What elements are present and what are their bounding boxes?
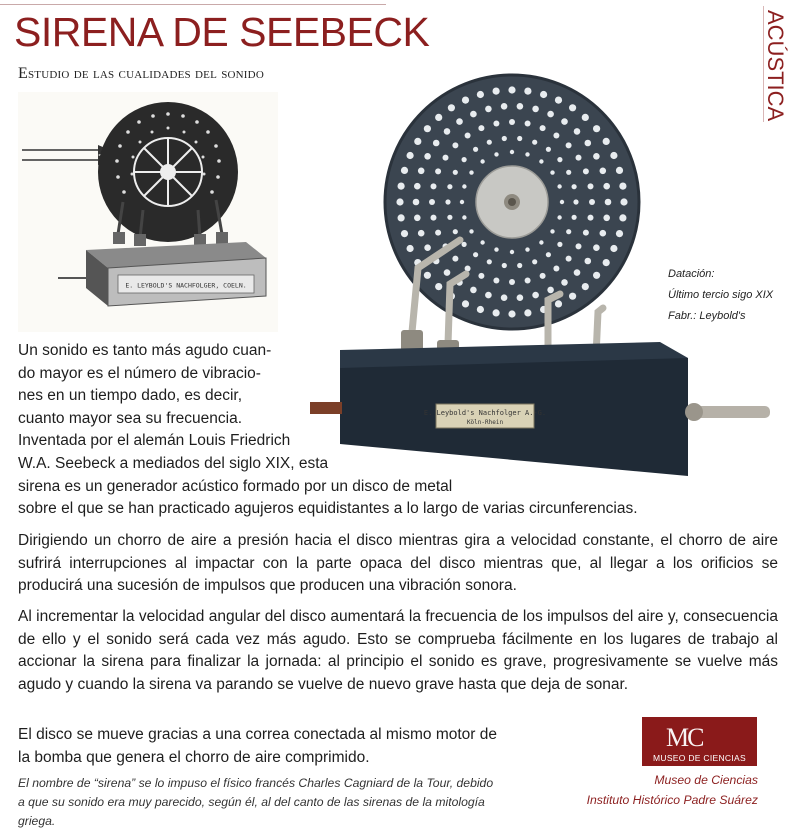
disc-hole <box>517 103 524 110</box>
disc-hole <box>443 155 449 161</box>
disc-hole <box>555 300 562 307</box>
disc-hole <box>462 97 469 104</box>
photo-plate-line1: E. Leybold's Nachfolger A.-G. <box>423 409 547 417</box>
disc-hole <box>473 147 478 152</box>
disc-hole <box>509 119 515 125</box>
page-title: SIRENA DE SEEBECK <box>14 9 430 55</box>
disc-hole <box>532 259 537 264</box>
disc-hole <box>620 198 627 205</box>
disc-hole <box>487 140 492 145</box>
disc-hole <box>435 168 441 174</box>
disc-hole <box>396 198 403 205</box>
disc-hole <box>560 200 564 204</box>
disc-hole <box>610 152 617 159</box>
disc-hole <box>407 152 414 159</box>
page-subtitle: Estudio de las cualidades del sonido <box>18 65 264 82</box>
disc-hole <box>546 147 551 152</box>
disc-hole <box>593 244 600 251</box>
disc-hole <box>485 106 492 113</box>
text-line: Inventada por el alemán Louis Friedrich <box>18 432 291 450</box>
disc-hole <box>480 240 484 244</box>
disc-hole <box>583 230 589 236</box>
disc-hole <box>502 136 507 141</box>
disc-hole <box>480 159 484 163</box>
object-caption <box>668 264 773 327</box>
caption-dating-label: Datación: <box>668 268 715 280</box>
disc-hole <box>524 309 531 316</box>
disc-hole <box>509 279 515 285</box>
disc-hole <box>525 152 529 156</box>
disc-hole <box>501 103 508 110</box>
disc-hole <box>414 183 421 190</box>
footnote <box>18 774 493 831</box>
disc-hole <box>456 118 463 125</box>
disc-hole <box>557 157 562 162</box>
disc-hole <box>414 215 421 222</box>
disc-hole <box>517 136 522 141</box>
text-line: El disco se mueve gracias a una correa conectada al mismo motor de <box>18 726 498 743</box>
disc-hole <box>557 215 561 219</box>
footnote-line: El nombre de “sirena” se lo impuso el físico francés Charles Cagniard de la Tour, debido <box>18 776 494 790</box>
disc-hole <box>566 256 572 262</box>
disc-hole <box>588 183 594 189</box>
disc-hole <box>424 153 431 160</box>
disc-hole <box>589 199 595 205</box>
disc-hole <box>508 310 515 317</box>
disc-hole <box>478 273 484 279</box>
disc-hole <box>540 91 547 98</box>
logo-mark: MC <box>666 723 703 752</box>
disc-hole <box>576 243 582 249</box>
disc-hole <box>525 121 531 127</box>
disc-hole <box>524 88 531 95</box>
disc-hole <box>619 214 626 221</box>
disc-hole <box>553 133 559 139</box>
text-line: la bomba que genera el chorro de aire comprimido. <box>18 748 370 766</box>
disc-hole <box>508 86 515 93</box>
disc-hole <box>619 183 626 190</box>
disc-hole <box>569 104 576 111</box>
museum-name: Museo de Ciencias <box>654 773 758 787</box>
disc-hole <box>462 300 469 307</box>
disc-hole <box>588 215 594 221</box>
disc-hole <box>398 214 405 221</box>
disc-hole <box>550 170 554 174</box>
disc-hole <box>398 183 405 190</box>
disc-hole <box>546 252 551 257</box>
disc-hole <box>435 230 441 236</box>
disc-hole <box>510 250 514 254</box>
disc-hole <box>469 170 473 174</box>
disc-hole <box>452 256 458 262</box>
paragraph-intro <box>18 340 708 521</box>
disc-hole <box>616 230 623 237</box>
disc-hole <box>593 272 600 279</box>
disc-hole <box>616 167 623 174</box>
disc-hole <box>401 167 408 174</box>
disc-hole <box>572 184 577 189</box>
photo-plate-line2: Köln-Rhein <box>466 419 504 426</box>
disc-hole <box>429 199 435 205</box>
disc-hole <box>550 229 554 233</box>
disc-hole <box>566 229 571 234</box>
disc-hole <box>462 157 467 162</box>
disc-hole <box>431 183 437 189</box>
engraving-plate-text: E. LEYBOLD'S NACHFOLGER, COELN. <box>125 281 247 290</box>
text-line: nes en un tiempo dado, es decir, <box>18 387 243 405</box>
disc-hole <box>418 230 425 237</box>
siren-engraving-image <box>18 92 278 332</box>
disc-hole <box>462 215 466 219</box>
disc-hole <box>603 259 610 266</box>
disc-hole <box>477 91 484 98</box>
disc-hole <box>448 104 455 111</box>
disc-hole <box>485 292 492 299</box>
disc-hole <box>593 153 600 160</box>
disc-hole <box>600 230 607 237</box>
disc-hole <box>603 138 610 145</box>
disc-hole <box>465 133 471 139</box>
disc-hole <box>574 128 581 135</box>
disc-hole <box>582 283 589 290</box>
paragraph-air-jet: Dirigiendo un chorro de aire a presión hacia el disco mientras gira a velocidad constante, el chorro de aire sufrirá interrupciones al impactar con la parte opaca del disco mientras que, al llegar a los orificios se producirá una sucesión de impulsos que producen una vibración sonora. <box>18 532 778 595</box>
disc-hole <box>569 293 576 300</box>
disc-hole <box>435 114 442 121</box>
disc-hole <box>547 287 554 294</box>
disc-hole <box>433 140 440 147</box>
disc-hole <box>414 138 421 145</box>
disc-hole <box>470 287 477 294</box>
disc-hole <box>539 159 543 163</box>
disc-hole <box>478 125 484 131</box>
disc-hole <box>494 152 498 156</box>
text-line: cuanto mayor sea su frecuencia. <box>18 409 243 427</box>
disc-hole <box>585 140 592 147</box>
text-line: sirena es un generador acústico formado por un disco de metal <box>18 477 453 495</box>
disc-hole <box>605 199 612 206</box>
disc-hole <box>532 106 539 113</box>
disc-hole <box>610 245 617 252</box>
disc-hole <box>532 140 537 145</box>
disc-hole <box>407 245 414 252</box>
museum-credit <box>587 770 758 810</box>
disc-hole <box>583 168 589 174</box>
caption-manufacturer: Fabr.: Leybold's <box>668 310 746 322</box>
disc-hole <box>453 170 458 175</box>
disc-hole <box>574 269 581 276</box>
top-rule <box>0 4 386 5</box>
disc-hole <box>501 294 508 301</box>
disc-hole <box>460 200 464 204</box>
disc-hole <box>603 215 610 222</box>
disc-hole <box>582 114 589 121</box>
disc-hole <box>539 240 543 244</box>
disc-hole <box>493 88 500 95</box>
disc-hole <box>547 111 554 118</box>
disc-hole <box>447 215 452 220</box>
text-line: W.A. Seebeck a mediados del siglo XIX, esta <box>18 454 329 472</box>
disc-hole <box>572 215 577 220</box>
disc-hole <box>600 168 607 175</box>
disc-hole <box>487 259 492 264</box>
disc-hole <box>444 269 451 276</box>
disc-hole <box>573 199 578 204</box>
disc-hole <box>540 125 546 131</box>
disc-hole <box>445 199 450 204</box>
footnote-line: a que su sonido era muy parecido, según él, al del canto de las sirenas de la mitología <box>18 795 485 809</box>
disc-hole <box>470 111 477 118</box>
disc-hole <box>557 184 561 188</box>
text-line: sobre el que se han practicado agujeros equidistantes a lo largo de varias circunferencias. <box>18 500 638 518</box>
institute-name: Instituto Histórico Padre Suárez <box>586 793 758 807</box>
disc-hole <box>494 247 498 251</box>
disc-hole <box>555 97 562 104</box>
disc-hole <box>469 229 473 233</box>
disc-hole <box>493 309 500 316</box>
section-tab-label: ACÚSTICA <box>763 10 788 122</box>
disc-hole <box>566 170 571 175</box>
disc-hole <box>561 118 568 125</box>
disc-hole <box>576 155 582 161</box>
disc-hole <box>418 168 425 175</box>
disc-hole <box>447 184 452 189</box>
logo-text: MUSEO DE CIENCIAS <box>653 753 746 763</box>
paragraph-motor <box>18 724 497 769</box>
disc-hole <box>561 279 568 286</box>
disc-hole <box>517 263 522 268</box>
disc-hole <box>603 183 610 190</box>
disc-hole <box>510 150 514 154</box>
disc-hole <box>453 229 458 234</box>
disc-hole <box>401 230 408 237</box>
paragraph-angular-velocity: Al incrementar la velocidad angular del disco aumentará la frecuencia de los impulsos del aire y, consecuencia de ello y el sonido será cada vez más agudo. Esto se comprueba fácilmente en los lugares de trabajo al accionar la sirena para finalizar la jornada: al principio el sonido es grave, progresivamente se vuelve más agudo y cuando la sirena va parando se vuelve de nuevo grave hasta que deja de sonar. <box>18 608 778 693</box>
text-line: Un sonido es tanto más agudo cuan- <box>18 342 272 359</box>
disc-hole <box>424 244 431 251</box>
disc-hole <box>477 306 484 313</box>
disc-hole <box>553 266 559 272</box>
disc-hole <box>517 294 524 301</box>
disc-hole <box>435 283 442 290</box>
disc-hole <box>493 278 499 284</box>
disc-hole <box>532 292 539 299</box>
text-line: do mayor es el número de vibracio- <box>18 364 261 382</box>
disc-hole <box>525 247 529 251</box>
disc-hole <box>424 125 431 132</box>
disc-hole <box>424 272 431 279</box>
disc-hole <box>493 121 499 127</box>
disc-hole <box>462 184 466 188</box>
disc-hole <box>566 142 572 148</box>
disc-hole <box>444 128 451 135</box>
disc-hole <box>593 125 600 132</box>
caption-dating-value: Último tercio sigo XIX <box>668 289 774 301</box>
disc-hole <box>452 142 458 148</box>
disc-hole <box>540 273 546 279</box>
footnote-line: griega. <box>18 814 56 828</box>
disc-hole <box>525 278 531 284</box>
disc-hole <box>431 215 437 221</box>
disc-hole <box>585 258 592 265</box>
museum-logo <box>642 717 757 766</box>
disc-hole <box>502 263 507 268</box>
disc-hole <box>557 242 562 247</box>
disc-hole <box>413 199 420 206</box>
disc-hole <box>473 252 478 257</box>
